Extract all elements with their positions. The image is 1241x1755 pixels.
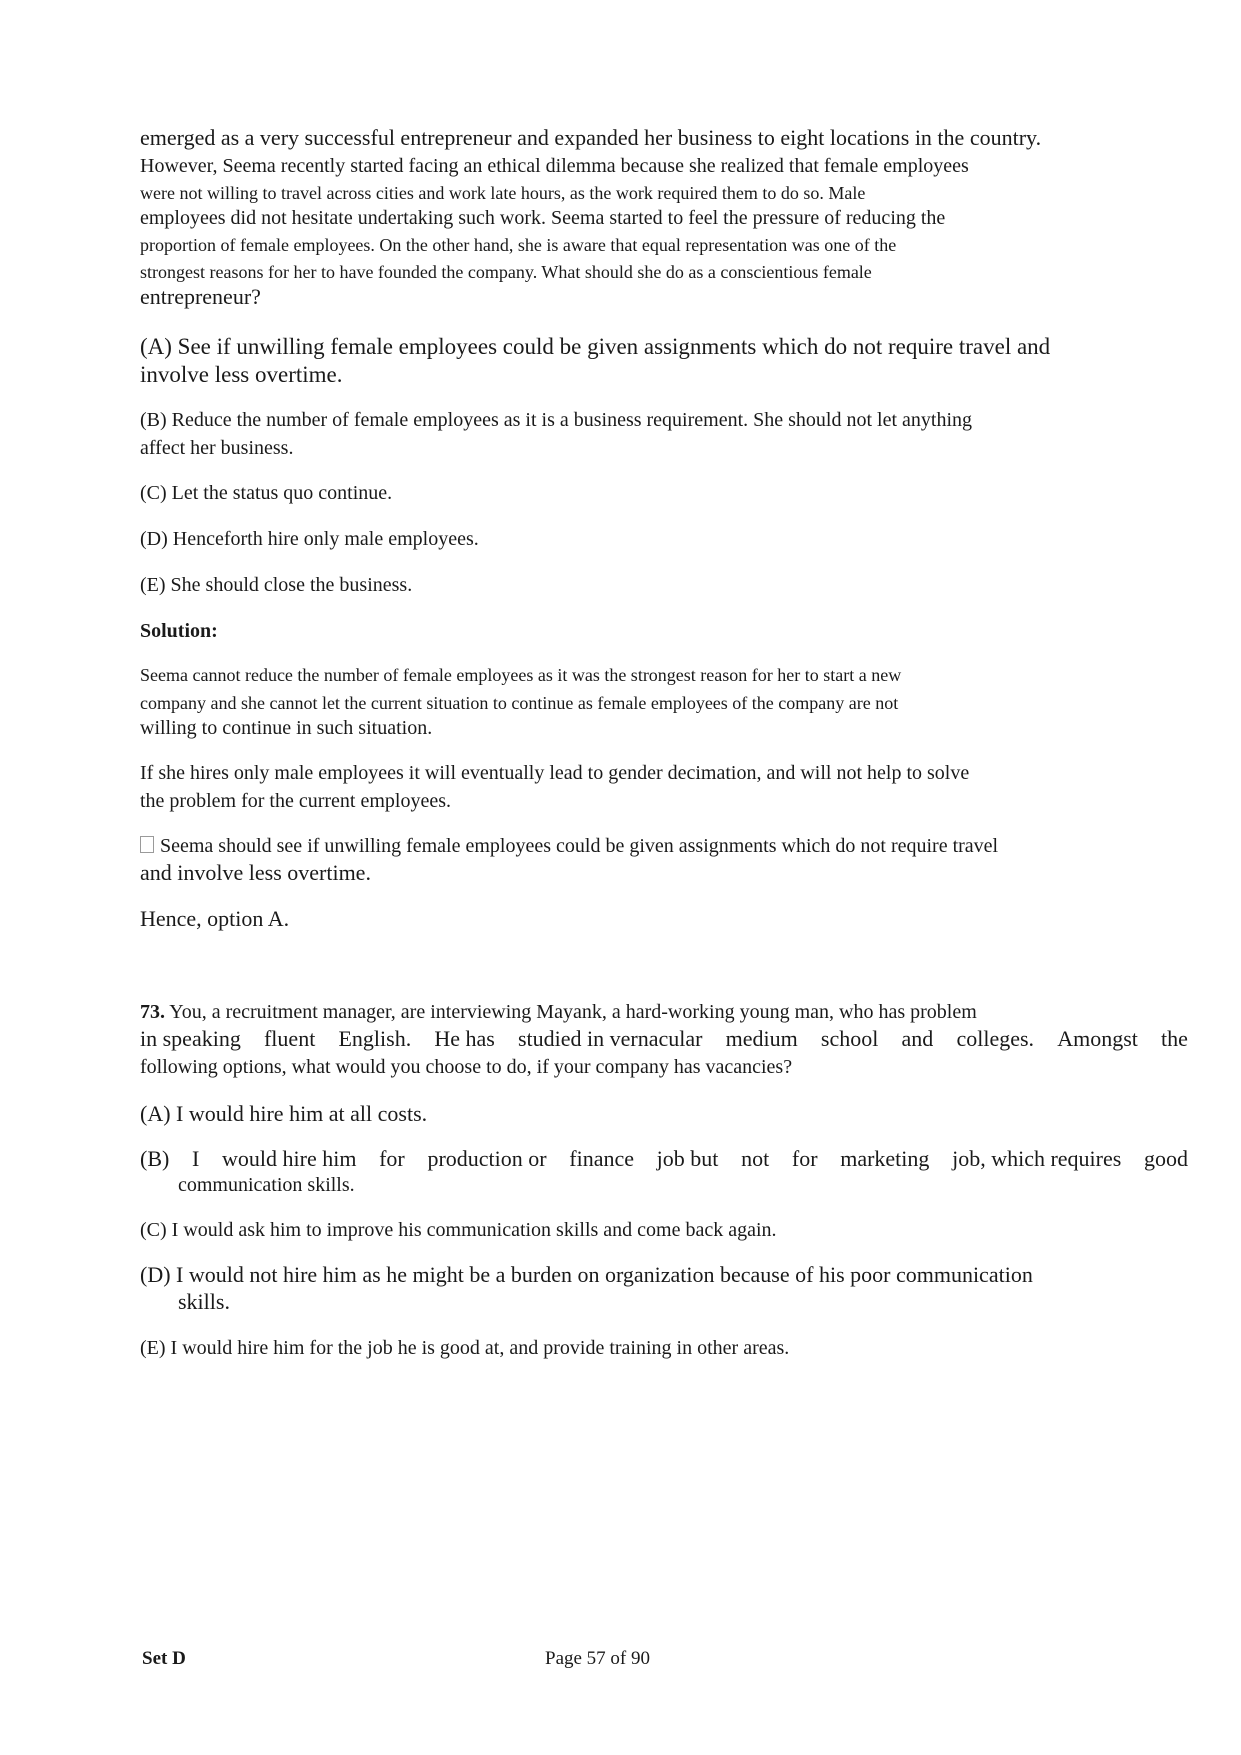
footer-page-number: Page 57 of 90: [545, 1648, 651, 1669]
word: not: [741, 1146, 770, 1171]
option-a-line2: involve less overtime.: [140, 362, 343, 388]
page-content: [140, 124, 1200, 1361]
word: Amongst: [1057, 1026, 1138, 1051]
q73-option-d-line1: (D) I would not hire him as he might be a burden on organization because of his poor communication: [140, 1261, 1033, 1287]
word: studied in vernacular: [518, 1026, 703, 1051]
option-b-line1: (B) Reduce the number of female employees as it is a business requirement. She should not let anything: [140, 409, 973, 431]
word: English.: [338, 1026, 412, 1051]
option-a-line1: (A) See if unwilling female employees could be given assignments which do not require travel and: [140, 333, 1051, 359]
text-line: willing to continue in such situation.: [140, 717, 433, 739]
question-line-2: [140, 1025, 1188, 1053]
q73-option-b: [140, 1145, 1200, 1198]
text-line: emerged as a very successful entrepreneur and expanded her business to eight locations in the country.: [140, 125, 1042, 150]
word: I: [192, 1146, 200, 1171]
word: finance: [569, 1146, 634, 1171]
option-c: (C) Let the status quo continue.: [140, 482, 393, 504]
therefore-symbol-icon: [140, 836, 154, 853]
text-line: and involve less overtime.: [140, 860, 371, 885]
question-text: You, a recruitment manager, are interviewing Mayank, a hard-working young man, who has problem: [165, 1001, 977, 1023]
text-line: the problem for the current employees.: [140, 790, 451, 812]
word: job, which requires: [952, 1146, 1122, 1171]
word: medium: [725, 1026, 798, 1051]
solution-heading: Solution:: [140, 620, 218, 642]
word: (B): [140, 1146, 170, 1171]
word: and: [901, 1026, 934, 1051]
word: He has: [434, 1026, 495, 1051]
footer-set-label: Set D: [142, 1648, 186, 1669]
solution-paragraph-3: [140, 834, 1200, 887]
word: would hire him: [222, 1146, 357, 1171]
word: school: [820, 1026, 879, 1051]
q73-option-a: (A) I would hire him at all costs.: [140, 1100, 428, 1126]
question-line-3: following options, what would you choose to do, if your company has vacancies?: [140, 1055, 793, 1078]
text-line: company and she cannot let the current situation to continue as female employees of the company are not: [140, 692, 899, 713]
word: for: [791, 1146, 818, 1171]
solution-paragraph-1: [140, 664, 1200, 741]
option-b-line2: affect her business.: [140, 437, 294, 459]
word: production or: [427, 1146, 547, 1171]
word: job but: [656, 1146, 719, 1171]
q73-option-c: (C) I would ask him to improve his communication skills and come back again.: [140, 1218, 777, 1241]
text-line: Seema cannot reduce the number of female employees as it was the strongest reason for her to start a new: [140, 665, 902, 685]
option-a: [140, 333, 1200, 391]
word: in speaking: [140, 1026, 241, 1051]
q73-option-d-line2: skills.: [178, 1289, 230, 1314]
text-line: proportion of female employees. On the other hand, she is aware that equal representation was one of the: [140, 235, 897, 255]
text-line: were not willing to travel across cities and work late hours, as the work required them to do so. Male: [140, 182, 866, 203]
option-d: (D) Henceforth hire only male employees.: [140, 528, 479, 550]
text-line: employees did not hesitate undertaking such work. Seema started to feel the pressure of reducing the: [140, 207, 946, 229]
q73-option-d: [140, 1261, 1200, 1316]
question-73: [140, 1000, 1200, 1080]
text-line: If she hires only male employees it will eventually lead to gender decimation, and will not help to solve: [140, 762, 970, 784]
word: good: [1143, 1146, 1188, 1171]
word: for: [379, 1146, 405, 1171]
option-b: [140, 408, 1200, 461]
word: marketing: [840, 1146, 930, 1171]
text-line: Seema should see if unwilling female employees could be given assignments which do not require travel: [160, 835, 999, 857]
solution-paragraph-2: [140, 761, 1200, 814]
text-line: strongest reasons for her to have founded the company. What should she do as a conscientious female: [140, 261, 872, 282]
word: fluent: [263, 1026, 316, 1051]
q73-option-b-line2: communication skills.: [178, 1173, 355, 1196]
option-e: (E) She should close the business.: [140, 574, 413, 596]
solution-conclusion: Hence, option A.: [140, 905, 290, 931]
question-number: 73.: [140, 1001, 165, 1023]
word: the: [1161, 1026, 1188, 1051]
question-72-continuation: [140, 124, 1200, 311]
text-line: However, Seema recently started facing an ethical dilemma because she realized that female employees: [140, 154, 969, 177]
word: colleges.: [956, 1026, 1035, 1051]
text-line: entrepreneur?: [140, 284, 261, 309]
q73-option-e: (E) I would hire him for the job he is good at, and provide training in other areas.: [140, 1336, 790, 1359]
